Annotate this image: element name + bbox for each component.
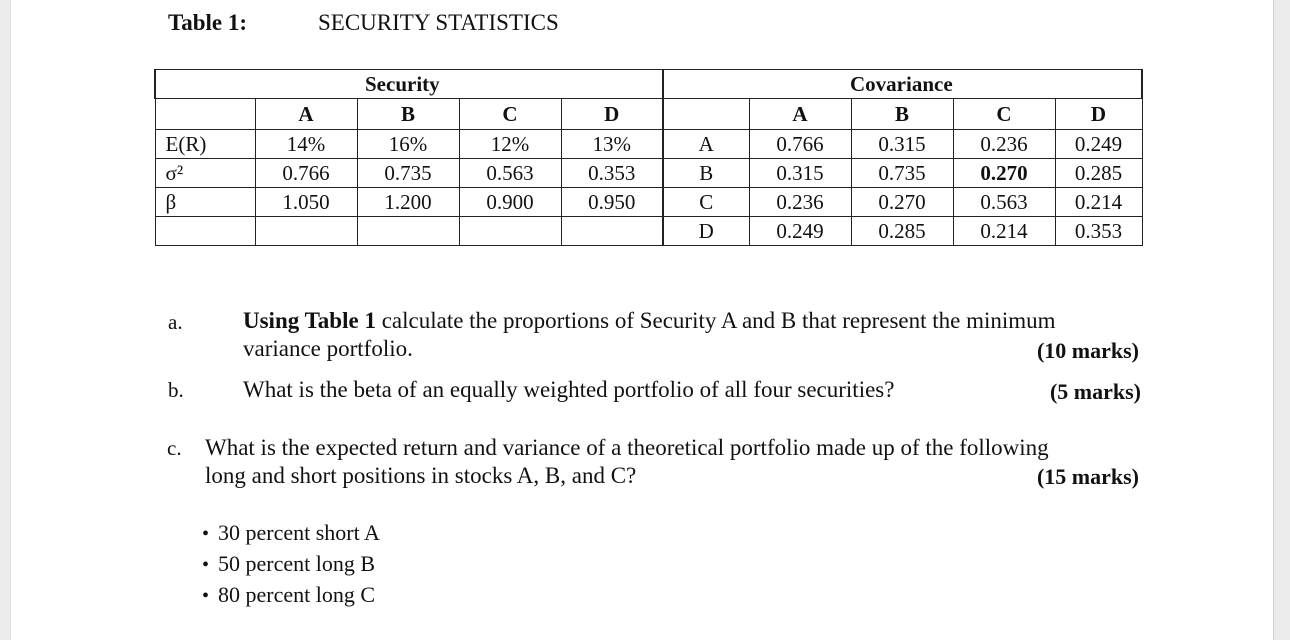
question-a-marks: (10 marks) — [1036, 338, 1139, 363]
question-a-line2: variance portfolio. — [243, 336, 413, 361]
question-c-line2: long and short positions in stocks A, B, and C? — [205, 463, 637, 488]
covariance-col-header: D — [1055, 99, 1142, 130]
covariance-group-header: Covariance — [663, 70, 1142, 99]
question-b-marks: (5 marks) — [1049, 379, 1141, 404]
table-cell: 0.900 — [459, 188, 561, 217]
table-cell: 0.285 — [1055, 159, 1142, 188]
security-statistics-table — [154, 69, 1143, 246]
list-item: • 80 percent long C — [202, 580, 380, 611]
table-cell: 0.249 — [749, 217, 851, 246]
bullet-icon: • — [202, 585, 210, 607]
question-a-text: calculate the proportions of Security A and B that represent the minimum — [375, 308, 1056, 333]
question-a-bold-prefix: Using Table 1 — [243, 308, 376, 333]
table-cell: 14% — [255, 130, 357, 159]
table-label: Table 1: — [168, 10, 248, 35]
table-cell: 12% — [459, 130, 561, 159]
security-col-header: B — [357, 99, 459, 130]
table-row — [155, 188, 1142, 217]
security-col-header: A — [255, 99, 357, 130]
table-cell: 13% — [561, 130, 663, 159]
group-header-row — [155, 70, 1142, 99]
table-cell: 0.353 — [1055, 217, 1142, 246]
security-col-header: C — [459, 99, 561, 130]
table-title: SECURITY STATISTICS — [318, 10, 559, 35]
table-cell: 0.563 — [459, 159, 561, 188]
question-a-line1 — [243, 307, 1056, 334]
table-cell: 0.249 — [1055, 130, 1142, 159]
table-cell: 0.766 — [255, 159, 357, 188]
row-label: E(R) — [155, 130, 255, 159]
row-label: D — [663, 217, 749, 246]
list-item: • 30 percent short A — [202, 518, 380, 549]
column-header-row — [155, 99, 1142, 130]
table-cell: 0.563 — [953, 188, 1055, 217]
table-cell: 0.766 — [749, 130, 851, 159]
table-row — [155, 130, 1142, 159]
row-label: A — [663, 130, 749, 159]
list-item: • 50 percent long B — [202, 549, 380, 580]
row-label: σ² — [155, 159, 255, 188]
table-cell: 0.735 — [357, 159, 459, 188]
question-a-letter: a. — [168, 310, 183, 334]
table-cell: 0.285 — [851, 217, 953, 246]
table-cell: 0.353 — [561, 159, 663, 188]
table-cell: 16% — [357, 130, 459, 159]
covariance-col-header: B — [851, 99, 953, 130]
security-col-header: D — [561, 99, 663, 130]
question-c-line1: What is the expected return and variance of a theoretical portfolio made up of the following — [205, 435, 1049, 460]
question-c-letter: c. — [167, 436, 182, 460]
document-page — [10, 0, 1274, 640]
bullet-icon: • — [202, 554, 210, 576]
table-cell: 0.214 — [1055, 188, 1142, 217]
question-b-letter: b. — [168, 378, 184, 402]
table-cell: 0.270 — [851, 188, 953, 217]
table-row — [155, 159, 1142, 188]
table-cell: 1.200 — [357, 188, 459, 217]
row-label: β — [155, 188, 255, 217]
covariance-col-header: C — [953, 99, 1055, 130]
table-cell: 0.950 — [561, 188, 663, 217]
table-cell: 0.236 — [953, 130, 1055, 159]
table-cell: 1.050 — [255, 188, 357, 217]
question-c-marks: (15 marks) — [1036, 464, 1139, 489]
question-b-text: What is the beta of an equally weighted portfolio of all four securities? — [243, 377, 895, 402]
table-cell: 0.315 — [851, 130, 953, 159]
table-row — [155, 217, 1142, 246]
table-cell: 0.236 — [749, 188, 851, 217]
table-cell: 0.270 — [953, 159, 1055, 188]
table-cell: 0.214 — [953, 217, 1055, 246]
position-list — [202, 518, 380, 611]
table-cell: 0.315 — [749, 159, 851, 188]
security-group-header: Security — [255, 70, 663, 99]
row-label: B — [663, 159, 749, 188]
covariance-col-header: A — [749, 99, 851, 130]
row-label: C — [663, 188, 749, 217]
table-cell: 0.735 — [851, 159, 953, 188]
bullet-icon: • — [202, 523, 210, 545]
